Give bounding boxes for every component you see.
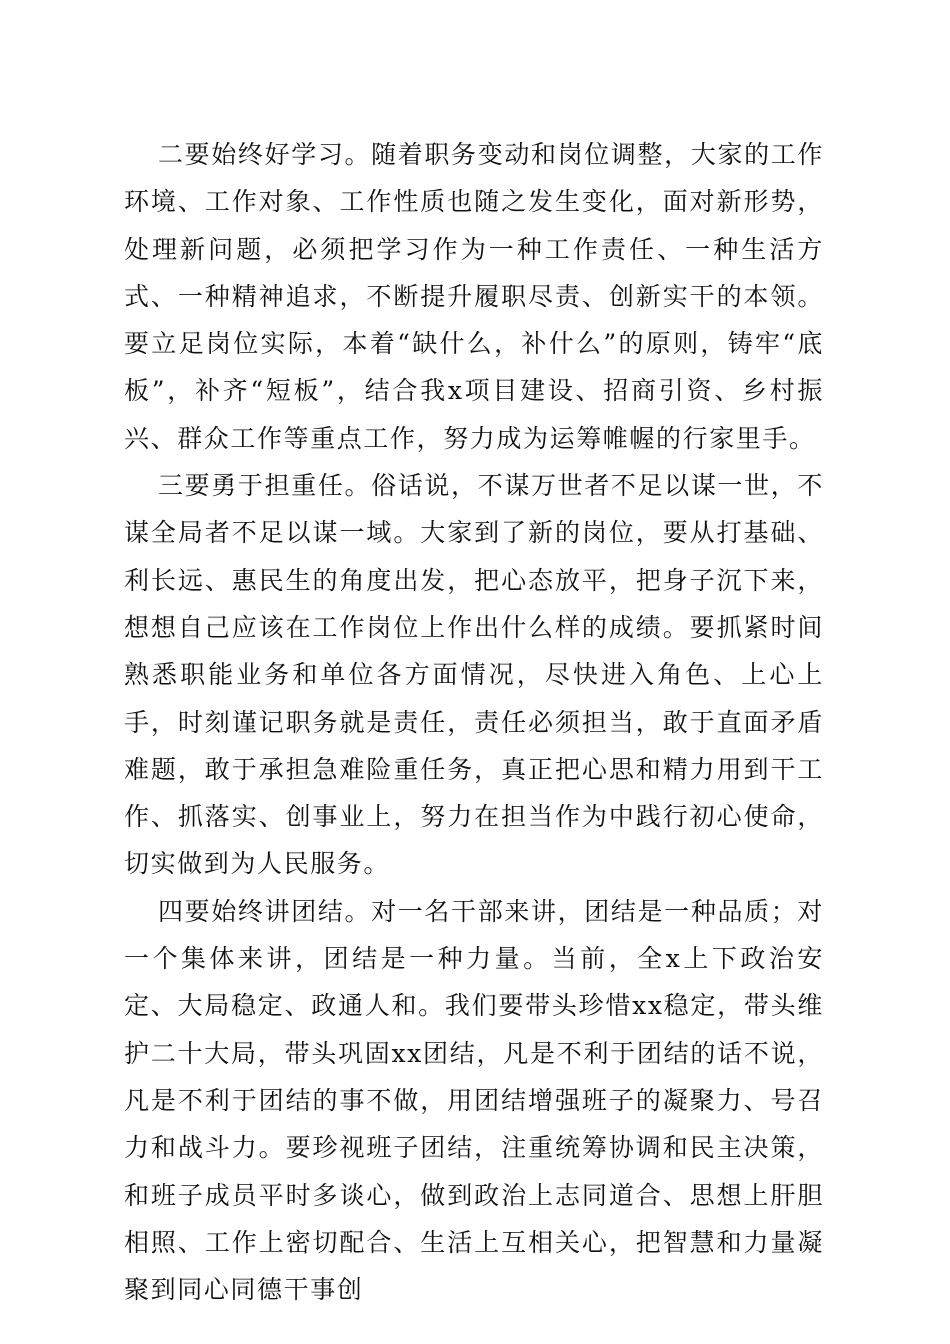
document-body [124,131,824,1313]
paragraph-study: 二要始终好学习。随着职务变动和岗位调整，大家的工作环境、工作对象、工作性质也随之发生变化，面对新形势，处理新问题，必须把学习作为一种工作责任、一种生活方式、一种精神追求，不断提升履职尽责、创新实干的本领。要立足岗位实际，本着“缺什么，补什么”的原则，铸牢“底板”，补齐“短板”，结合我x项目建设、招商引资、乡村振兴、群众工作等重点工作，努力成为运筹帷幄的行家里手。 [124,140,824,453]
paragraph-responsibility: 三要勇于担重任。俗话说，不谋万世者不足以谋一世，不谋全局者不足以谋一域。大家到了新的岗位，要从打基础、利长远、惠民生的角度出发，把心态放平，把身子沉下来，想想自己应该在工作岗位上作出什么样的成绩。要抓紧时间熟悉职能业务和单位各方面情况，尽快进入角色、上心上手，时刻谨记职务就是责任，责任必须担当，敢于直面矛盾难题，敢于承担急难险重任务，真正把心思和精力用到干工作、抓落实、创事业上，努力在担当作为中践行初心使命，切实做到为人民服务。 [124,471,824,879]
paragraph-unity: 四要始终讲团结。对一名干部来讲，团结是一种品质；对一个集体来讲，团结是一种力量。当前，全x上下政治安定、大局稳定、政通人和。我们要带头珍惜xx稳定，带头维护二十大局，带头巩固xx团结，凡是不利于团结的话不说，凡是不利于团结的事不做，用团结增强班子的凝聚力、号召力和战斗力。要珍视班子团结，注重统筹协调和民主决策，和班子成员平时多谈心，做到政治上志同道合、思想上肝胆相照、工作上密切配合、生活上互相关心，把智慧和力量凝聚到同心同德干事创 [124,896,824,1305]
